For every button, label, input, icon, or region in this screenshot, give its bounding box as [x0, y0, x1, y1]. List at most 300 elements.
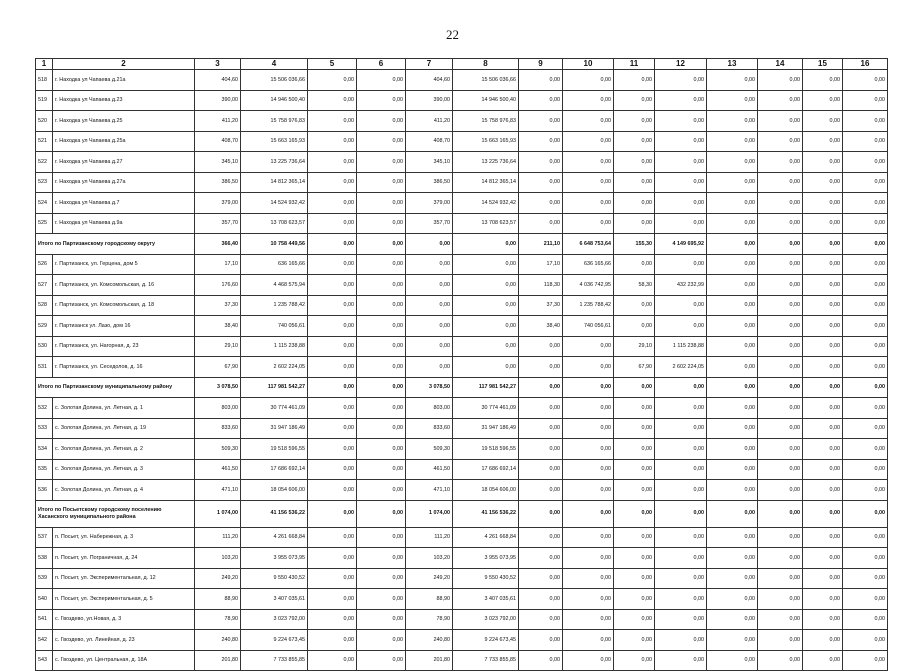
total-row: [36, 500, 888, 527]
value-cell: 0,00: [707, 398, 758, 419]
value-cell: 0,00: [563, 111, 614, 132]
value-cell: 0,00: [758, 234, 803, 255]
value-cell: 0,00: [707, 172, 758, 193]
value-cell: 0,00: [843, 172, 888, 193]
table-row: [36, 418, 888, 439]
value-cell: 390,00: [195, 90, 241, 111]
value-cell: 357,70: [195, 213, 241, 234]
header-cell: 11: [614, 59, 655, 70]
value-cell: 0,00: [803, 275, 843, 296]
table-row: [36, 527, 888, 548]
value-cell: 0,00: [308, 316, 357, 337]
value-cell: 0,00: [803, 193, 843, 214]
value-cell: 0,00: [308, 295, 357, 316]
value-cell: 432 232,99: [655, 275, 707, 296]
value-cell: 38,40: [519, 316, 563, 337]
value-cell: 0,00: [308, 377, 357, 398]
value-cell: 0,00: [707, 357, 758, 378]
value-cell: 0,00: [614, 131, 655, 152]
value-cell: 240,80: [195, 630, 241, 651]
value-cell: 0,00: [357, 213, 406, 234]
value-cell: 0,00: [655, 172, 707, 193]
value-cell: 0,00: [843, 439, 888, 460]
value-cell: 3 023 792,00: [453, 609, 519, 630]
value-cell: 0,00: [357, 316, 406, 337]
value-cell: 15 758 976,83: [453, 111, 519, 132]
value-cell: 0,00: [758, 357, 803, 378]
value-cell: 0,00: [803, 589, 843, 610]
value-cell: 13 708 623,57: [241, 213, 308, 234]
address-cell: г. Партизанск, ул. Сеседолов, д. 16: [53, 357, 195, 378]
value-cell: 0,00: [758, 377, 803, 398]
value-cell: 111,20: [195, 527, 241, 548]
value-cell: 0,00: [843, 459, 888, 480]
total-label: Итого по Посьетскому городскому поселению Хасанского муниципального района: [36, 500, 195, 527]
table-body: [36, 59, 888, 671]
value-cell: 103,20: [406, 548, 453, 569]
address-cell: с. Золотая Долина, ул. Летная, д. 2: [53, 439, 195, 460]
value-cell: 0,00: [308, 527, 357, 548]
address-cell: г. Находка ул Чапаева д.27: [53, 152, 195, 173]
value-cell: 0,00: [707, 500, 758, 527]
value-cell: 0,00: [803, 548, 843, 569]
row-number: 535: [36, 459, 53, 480]
value-cell: 408,70: [195, 131, 241, 152]
value-cell: 345,10: [406, 152, 453, 173]
row-number: 540: [36, 589, 53, 610]
value-cell: 78,90: [195, 609, 241, 630]
value-cell: 0,00: [519, 357, 563, 378]
value-cell: 0,00: [803, 500, 843, 527]
value-cell: 0,00: [308, 439, 357, 460]
value-cell: 0,00: [655, 589, 707, 610]
value-cell: 0,00: [758, 439, 803, 460]
value-cell: 0,00: [758, 193, 803, 214]
table-row: [36, 439, 888, 460]
value-cell: 0,00: [357, 357, 406, 378]
value-cell: 0,00: [357, 172, 406, 193]
value-cell: 0,00: [655, 650, 707, 671]
value-cell: 0,00: [843, 418, 888, 439]
row-number: 543: [36, 650, 53, 671]
header-cell: 12: [655, 59, 707, 70]
value-cell: 0,00: [563, 152, 614, 173]
value-cell: 10 758 449,56: [241, 234, 308, 255]
total-row: [36, 377, 888, 398]
address-cell: п. Посьет, ул. Экспериментальная, д. 5: [53, 589, 195, 610]
value-cell: 0,00: [357, 439, 406, 460]
value-cell: 0,00: [843, 213, 888, 234]
value-cell: 0,00: [563, 459, 614, 480]
value-cell: 0,00: [308, 568, 357, 589]
value-cell: 0,00: [655, 377, 707, 398]
value-cell: 0,00: [758, 630, 803, 651]
address-cell: г. Партизанск ул. Лазо, дом 16: [53, 316, 195, 337]
row-number: 530: [36, 336, 53, 357]
value-cell: 0,00: [803, 316, 843, 337]
row-number: 539: [36, 568, 53, 589]
value-cell: 0,00: [758, 589, 803, 610]
value-cell: 0,00: [758, 90, 803, 111]
value-cell: 0,00: [614, 480, 655, 501]
total-row: [36, 234, 888, 255]
value-cell: 0,00: [758, 213, 803, 234]
value-cell: 0,00: [519, 213, 563, 234]
table-row: [36, 459, 888, 480]
value-cell: 803,00: [406, 398, 453, 419]
value-cell: 0,00: [519, 152, 563, 173]
value-cell: 31 947 186,49: [453, 418, 519, 439]
value-cell: 0,00: [843, 152, 888, 173]
value-cell: 386,50: [195, 172, 241, 193]
value-cell: 0,00: [308, 357, 357, 378]
value-cell: 0,00: [655, 295, 707, 316]
header-cell: 15: [803, 59, 843, 70]
value-cell: 0,00: [707, 213, 758, 234]
value-cell: 0,00: [843, 357, 888, 378]
value-cell: 0,00: [758, 650, 803, 671]
value-cell: 111,20: [406, 527, 453, 548]
value-cell: 3 023 792,00: [241, 609, 308, 630]
value-cell: 0,00: [803, 630, 843, 651]
value-cell: 0,00: [308, 500, 357, 527]
value-cell: 0,00: [519, 500, 563, 527]
value-cell: 0,00: [308, 480, 357, 501]
address-cell: г. Находка ул Чапаева д.27а: [53, 172, 195, 193]
value-cell: 0,00: [563, 213, 614, 234]
value-cell: 0,00: [519, 131, 563, 152]
value-cell: 0,00: [519, 568, 563, 589]
value-cell: 0,00: [758, 609, 803, 630]
value-cell: 0,00: [655, 70, 707, 91]
value-cell: 15 663 165,93: [453, 131, 519, 152]
value-cell: 3 407 035,61: [453, 589, 519, 610]
value-cell: 0,00: [655, 398, 707, 419]
value-cell: 0,00: [406, 275, 453, 296]
row-number: 542: [36, 630, 53, 651]
value-cell: 67,90: [614, 357, 655, 378]
value-cell: 37,30: [519, 295, 563, 316]
value-cell: 41 156 536,22: [453, 500, 519, 527]
row-number: 520: [36, 111, 53, 132]
value-cell: 0,00: [614, 650, 655, 671]
row-number: 522: [36, 152, 53, 173]
value-cell: 0,00: [655, 459, 707, 480]
value-cell: 345,10: [195, 152, 241, 173]
value-cell: 0,00: [758, 275, 803, 296]
value-cell: 357,70: [406, 213, 453, 234]
value-cell: 1 115 238,88: [241, 336, 308, 357]
value-cell: 3 078,50: [195, 377, 241, 398]
value-cell: 833,60: [195, 418, 241, 439]
value-cell: 0,00: [707, 275, 758, 296]
value-cell: 0,00: [614, 254, 655, 275]
row-number: 529: [36, 316, 53, 337]
value-cell: 0,00: [519, 111, 563, 132]
value-cell: 0,00: [758, 70, 803, 91]
value-cell: 0,00: [614, 568, 655, 589]
value-cell: 58,30: [614, 275, 655, 296]
value-cell: 0,00: [803, 418, 843, 439]
value-cell: 3 078,50: [406, 377, 453, 398]
value-cell: 0,00: [707, 568, 758, 589]
value-cell: 386,50: [406, 172, 453, 193]
value-cell: 19 518 596,55: [241, 439, 308, 460]
value-cell: 0,00: [453, 234, 519, 255]
row-number: 536: [36, 480, 53, 501]
row-number: 538: [36, 548, 53, 569]
value-cell: 0,00: [614, 459, 655, 480]
value-cell: 0,00: [843, 111, 888, 132]
value-cell: 0,00: [803, 398, 843, 419]
value-cell: 803,00: [195, 398, 241, 419]
value-cell: 636 165,66: [563, 254, 614, 275]
table-row: [36, 316, 888, 337]
value-cell: 0,00: [655, 316, 707, 337]
value-cell: 0,00: [308, 172, 357, 193]
value-cell: 411,20: [406, 111, 453, 132]
address-cell: г. Находка ул Чапаева д.25: [53, 111, 195, 132]
value-cell: 0,00: [308, 275, 357, 296]
value-cell: 0,00: [803, 336, 843, 357]
value-cell: 0,00: [803, 254, 843, 275]
value-cell: 0,00: [758, 527, 803, 548]
value-cell: 0,00: [519, 609, 563, 630]
header-cell: 14: [758, 59, 803, 70]
table-row: [36, 193, 888, 214]
value-cell: 1 115 238,88: [655, 336, 707, 357]
value-cell: 0,00: [655, 527, 707, 548]
value-cell: 0,00: [519, 193, 563, 214]
header-cell: 13: [707, 59, 758, 70]
row-number: 521: [36, 131, 53, 152]
value-cell: 0,00: [803, 650, 843, 671]
value-cell: 379,00: [195, 193, 241, 214]
value-cell: 0,00: [563, 568, 614, 589]
value-cell: 0,00: [563, 609, 614, 630]
value-cell: 0,00: [655, 111, 707, 132]
value-cell: 0,00: [614, 70, 655, 91]
value-cell: 0,00: [707, 152, 758, 173]
row-number: 532: [36, 398, 53, 419]
value-cell: 461,50: [406, 459, 453, 480]
value-cell: 0,00: [357, 609, 406, 630]
value-cell: 0,00: [803, 152, 843, 173]
value-cell: 15 758 976,83: [241, 111, 308, 132]
value-cell: 0,00: [843, 568, 888, 589]
address-cell: г. Находка ул Чапаева д.9а: [53, 213, 195, 234]
value-cell: 4 261 668,84: [453, 527, 519, 548]
value-cell: 0,00: [655, 500, 707, 527]
value-cell: 0,00: [843, 70, 888, 91]
value-cell: 0,00: [614, 527, 655, 548]
value-cell: 0,00: [308, 609, 357, 630]
value-cell: 0,00: [614, 213, 655, 234]
value-cell: 0,00: [843, 254, 888, 275]
value-cell: 0,00: [843, 500, 888, 527]
value-cell: 0,00: [655, 193, 707, 214]
value-cell: 0,00: [308, 459, 357, 480]
value-cell: 0,00: [357, 111, 406, 132]
value-cell: 18 054 606,00: [241, 480, 308, 501]
value-cell: 0,00: [357, 568, 406, 589]
value-cell: 0,00: [519, 418, 563, 439]
value-cell: 1 074,00: [195, 500, 241, 527]
value-cell: 14 812 365,14: [453, 172, 519, 193]
value-cell: 2 602 224,05: [241, 357, 308, 378]
value-cell: 15 663 165,93: [241, 131, 308, 152]
value-cell: 0,00: [707, 254, 758, 275]
value-cell: 0,00: [655, 548, 707, 569]
value-cell: 6 648 753,64: [563, 234, 614, 255]
value-cell: 0,00: [843, 336, 888, 357]
address-cell: п. Посьет, ул. Пограничная, д. 24: [53, 548, 195, 569]
address-cell: г. Партизанск, ул. Герцена, дом 5: [53, 254, 195, 275]
value-cell: 31 947 186,49: [241, 418, 308, 439]
value-cell: 0,00: [357, 527, 406, 548]
value-cell: 3 407 035,61: [241, 589, 308, 610]
value-cell: 379,00: [406, 193, 453, 214]
value-cell: 4 261 668,84: [241, 527, 308, 548]
row-number: 531: [36, 357, 53, 378]
value-cell: 0,00: [758, 336, 803, 357]
value-cell: 0,00: [563, 439, 614, 460]
value-cell: 0,00: [519, 548, 563, 569]
value-cell: 0,00: [758, 548, 803, 569]
address-cell: г. Партизанск, ул. Комсомольская, д. 18: [53, 295, 195, 316]
value-cell: 0,00: [357, 254, 406, 275]
value-cell: 67,90: [195, 357, 241, 378]
value-cell: 29,10: [614, 336, 655, 357]
value-cell: 14 946 500,40: [241, 90, 308, 111]
value-cell: 0,00: [519, 172, 563, 193]
value-cell: 0,00: [614, 589, 655, 610]
value-cell: 0,00: [707, 377, 758, 398]
value-cell: 0,00: [758, 418, 803, 439]
value-cell: 0,00: [655, 152, 707, 173]
value-cell: 0,00: [758, 131, 803, 152]
value-cell: 14 946 500,40: [453, 90, 519, 111]
table-row: [36, 398, 888, 419]
value-cell: 0,00: [758, 295, 803, 316]
value-cell: 0,00: [803, 377, 843, 398]
value-cell: 0,00: [308, 630, 357, 651]
row-number: 534: [36, 439, 53, 460]
row-number: 524: [36, 193, 53, 214]
value-cell: 471,10: [195, 480, 241, 501]
row-number: 525: [36, 213, 53, 234]
value-cell: 0,00: [655, 568, 707, 589]
value-cell: 0,00: [614, 152, 655, 173]
value-cell: 29,10: [195, 336, 241, 357]
value-cell: 0,00: [843, 527, 888, 548]
header-cell: 4: [241, 59, 308, 70]
value-cell: 1 235 788,42: [241, 295, 308, 316]
value-cell: 0,00: [519, 398, 563, 419]
value-cell: 13 225 736,64: [241, 152, 308, 173]
value-cell: 0,00: [453, 357, 519, 378]
value-cell: 0,00: [406, 336, 453, 357]
value-cell: 0,00: [614, 439, 655, 460]
value-cell: 0,00: [357, 548, 406, 569]
header-cell: 6: [357, 59, 406, 70]
value-cell: 240,80: [406, 630, 453, 651]
value-cell: 0,00: [563, 630, 614, 651]
value-cell: 14 524 932,42: [241, 193, 308, 214]
value-cell: 0,00: [843, 377, 888, 398]
value-cell: 13 708 623,57: [453, 213, 519, 234]
value-cell: 4 036 742,95: [563, 275, 614, 296]
value-cell: 0,00: [803, 439, 843, 460]
value-cell: 0,00: [308, 111, 357, 132]
table-row: [36, 172, 888, 193]
value-cell: 0,00: [519, 70, 563, 91]
value-cell: 461,50: [195, 459, 241, 480]
value-cell: 0,00: [308, 650, 357, 671]
value-cell: 0,00: [707, 527, 758, 548]
value-cell: 404,60: [406, 70, 453, 91]
row-number: 527: [36, 275, 53, 296]
value-cell: 14 812 365,14: [241, 172, 308, 193]
value-cell: 41 156 536,22: [241, 500, 308, 527]
row-number: 541: [36, 609, 53, 630]
value-cell: 0,00: [357, 131, 406, 152]
value-cell: 0,00: [357, 295, 406, 316]
table-row: [36, 90, 888, 111]
value-cell: 0,00: [707, 609, 758, 630]
value-cell: 9 550 430,52: [241, 568, 308, 589]
header-cell: 7: [406, 59, 453, 70]
value-cell: 0,00: [707, 459, 758, 480]
value-cell: 0,00: [563, 377, 614, 398]
value-cell: 0,00: [803, 111, 843, 132]
value-cell: 30 774 461,09: [241, 398, 308, 419]
value-cell: 0,00: [614, 500, 655, 527]
value-cell: 0,00: [519, 439, 563, 460]
address-cell: с. Золотая Долина, ул. Летная, д. 4: [53, 480, 195, 501]
value-cell: 7 733 855,85: [241, 650, 308, 671]
value-cell: 19 518 596,55: [453, 439, 519, 460]
value-cell: 0,00: [519, 527, 563, 548]
value-cell: 118,30: [519, 275, 563, 296]
value-cell: 14 524 932,42: [453, 193, 519, 214]
value-cell: 0,00: [707, 480, 758, 501]
value-cell: 1 235 788,42: [563, 295, 614, 316]
table-row: [36, 609, 888, 630]
value-cell: 0,00: [758, 111, 803, 132]
value-cell: 0,00: [563, 70, 614, 91]
value-cell: 0,00: [803, 480, 843, 501]
value-cell: 0,00: [614, 398, 655, 419]
value-cell: 0,00: [519, 459, 563, 480]
value-cell: 0,00: [406, 357, 453, 378]
value-cell: 0,00: [357, 418, 406, 439]
value-cell: 0,00: [843, 548, 888, 569]
value-cell: 0,00: [563, 500, 614, 527]
value-cell: 0,00: [308, 418, 357, 439]
value-cell: 509,30: [406, 439, 453, 460]
header-cell: 10: [563, 59, 614, 70]
value-cell: 0,00: [614, 316, 655, 337]
table-row: [36, 650, 888, 671]
value-cell: 366,40: [195, 234, 241, 255]
row-number: 518: [36, 70, 53, 91]
value-cell: 17,10: [519, 254, 563, 275]
value-cell: 0,00: [843, 295, 888, 316]
value-cell: 0,00: [563, 193, 614, 214]
value-cell: 0,00: [803, 609, 843, 630]
address-cell: с. Золотая Долина, ул. Летная, д. 1: [53, 398, 195, 419]
